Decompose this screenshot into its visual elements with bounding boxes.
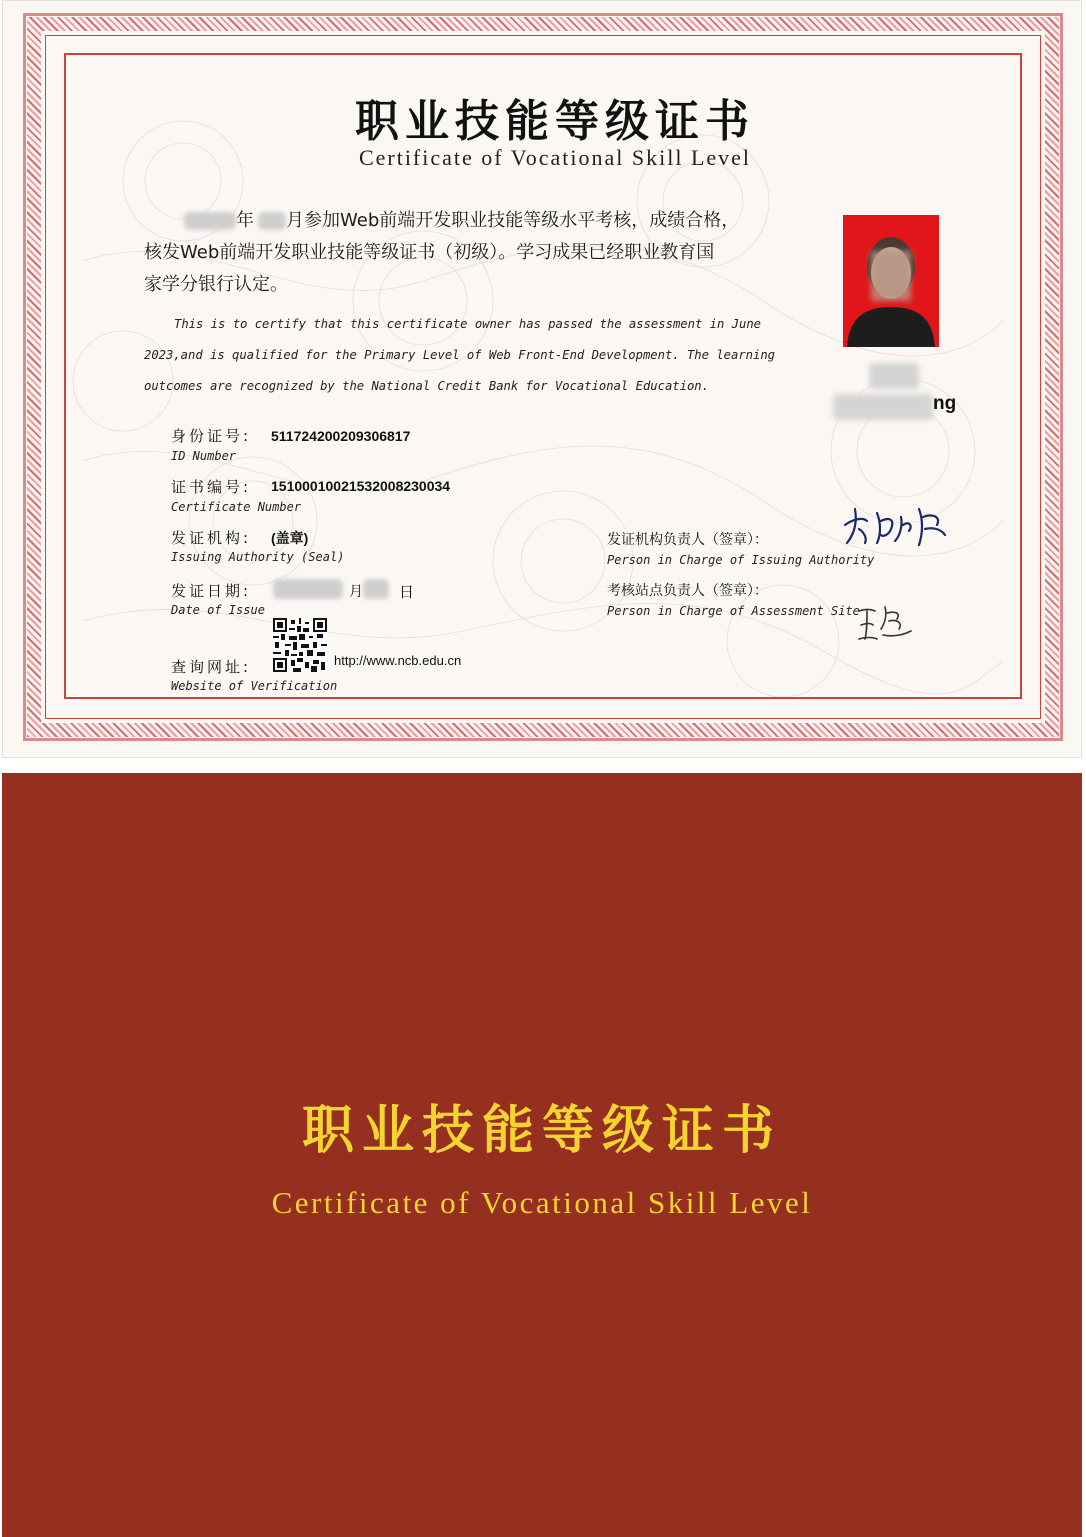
signature-authority [837,499,953,551]
id-label: 身份证号: [171,427,252,445]
certificate-page [2,0,1082,758]
website-value[interactable]: http://www.ncb.edu.cn [334,653,462,668]
redacted-date [273,579,343,599]
redacted-month [258,212,286,230]
redacted-name-cn [869,363,919,389]
authority-person-label: 发证机构负责人（签章）： [607,532,768,548]
signature-site [855,601,917,645]
certificate-cover [2,773,1082,1537]
date-label-en: Date of Issue [171,603,265,617]
redacted-name-en [833,394,933,420]
cert-number-value: 15100010021532008230034 [271,478,451,494]
authority-label-en: Issuing Authority (Seal) [171,550,345,564]
date-day: 日 [399,584,415,601]
authority-label: 发证机构: [171,529,252,547]
holder-name-tail: ng [933,393,957,414]
redacted-year [184,212,236,230]
portrait-photo [843,215,939,347]
date-label: 发证日期: [171,582,252,600]
certificate-subtitle: Certificate of Vocational Skill Level [358,145,752,170]
authority-value: (盖章) [271,530,309,546]
website-label: 查询网址: [171,658,252,676]
chinese-statement-line2: 核发Web前端开发职业技能等级证书（初级）。学习成果已经职业教育国 [144,242,715,263]
cert-number-label-en: Certificate Number [171,500,302,514]
chinese-statement-line3: 家学分银行认定。 [144,274,288,295]
website-label-en: Website of Verification [171,679,338,693]
redacted-day [363,579,389,599]
id-value: 511724200209306817 [271,428,411,444]
site-person-label-en: Person in Charge of Assessment Site [607,604,860,618]
qr-code-icon[interactable] [273,618,327,672]
date-month: 月 [349,583,363,599]
cover-title: 职业技能等级证书 [301,1101,782,1161]
month-text: 月参加Web前端开发职业技能等级水平考核，成绩合格， [286,210,740,231]
english-statement-line3: outcomes are recognized by the National Credit Bank for Vocational Education. [144,379,709,393]
authority-person-label-en: Person in Charge of Issuing Authority [607,553,875,567]
chinese-statement [144,205,804,301]
certificate-title: 职业技能等级证书 [355,96,755,147]
english-statement-line1: This is to certify that this certificate owner has passed the assessment in June [174,317,761,331]
cert-number-label: 证书编号: [171,478,252,496]
english-statement-line2: 2023,and is qualified for the Primary Level of Web Front-End Development. The learning [144,348,776,362]
english-statement [144,309,784,402]
cover-subtitle: Certificate of Vocational Skill Level [271,1185,813,1220]
year-suffix: 年 [236,210,254,231]
site-person-label: 考核站点负责人（签章）： [607,583,768,599]
id-label-en: ID Number [171,449,237,463]
